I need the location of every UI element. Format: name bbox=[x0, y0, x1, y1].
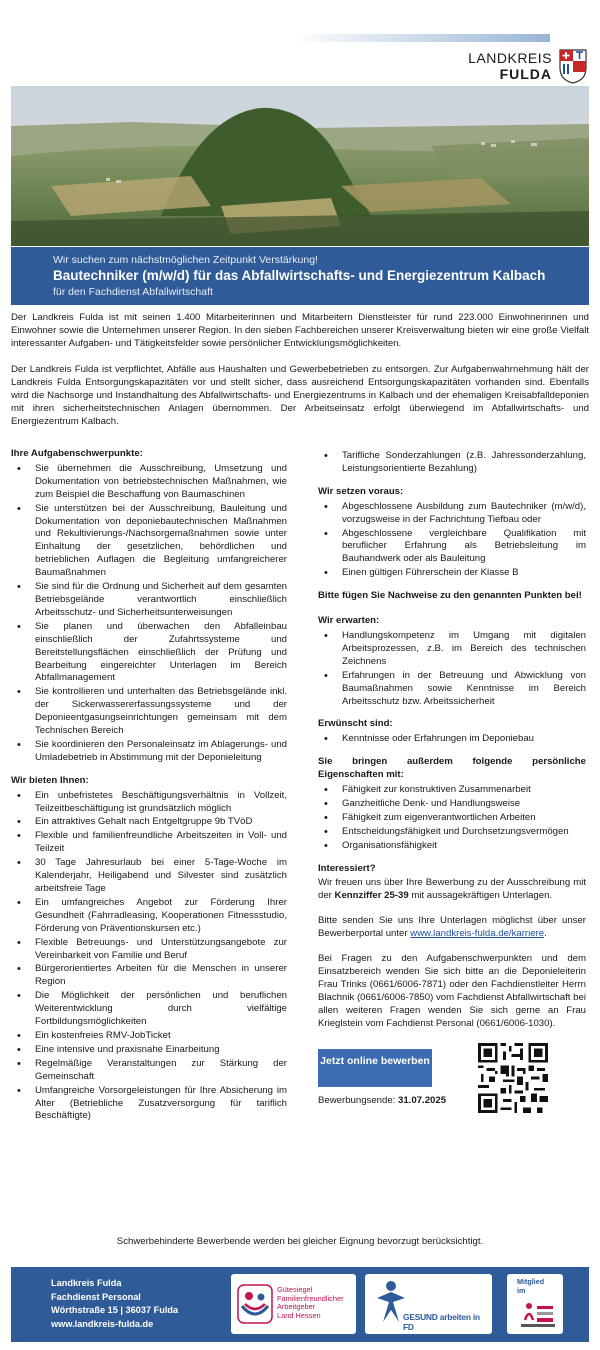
list-item: • Kenntnisse oder Erfahrungen im Deponiebau bbox=[318, 733, 586, 746]
footer bbox=[11, 1267, 589, 1342]
offer-list-continued bbox=[318, 450, 586, 476]
footer-website: www.landkreis-fulda.de bbox=[51, 1318, 154, 1329]
deadline-label: Bewerbungsende: bbox=[318, 1094, 399, 1106]
tasks-heading: Ihre Aufgabenschwerpunkte: bbox=[11, 448, 143, 459]
list-item: • Erfahrungen in der Betreuung und Abwicklung von Baumaßnahmen sowie Kenntnisse im Bereich Arbeitsschutz bzw. Arbeitssicherheit bbox=[318, 670, 586, 709]
intro-paragraph: Der Landkreis Fulda ist mit seinen 1.400 Mitarbeiterinnen und Mitarbeitern Dienstleister für rund 223.000 Einwohnerinnen und Einwohner sowie die Unternehmen unserer Region. In den sieben Fachbereichen unserer Kreisverwaltung bieten wir eine große Vielfalt interessanter Aufgaben- und Tätigkeitsfelder sowie persönlicher Entwicklungsmöglichkeiten. bbox=[11, 312, 589, 349]
list-item: • Sie planen und überwachen den Abfalleinbau einschließlich der Zufahrtssysteme und Bereitstellungsflächen einschließlich der Prüfung und Bearbeitung eingereichter Unterlagen im Bereich Abfallmanagement bbox=[11, 621, 287, 686]
desired-list bbox=[318, 733, 586, 746]
list-item: • Fähigkeit zum eigenverantwortlichen Arbeiten bbox=[318, 812, 586, 825]
list-item: • Sie unterstützen bei der Ausschreibung, Bauleitung und Dokumentation von deponiebautechnischen Maßnahmen und Rekultivierungs-/Nachsorgemaßnahmen sowie unter Einhaltung der gesetzlichen, behördlichen und betrieblichen Auflagen die Begleitung umfangreicherer Baumaßnahmen bbox=[11, 503, 287, 580]
footer-line: Fachdienst Personal bbox=[51, 1291, 141, 1302]
hero-landscape-image bbox=[11, 86, 589, 246]
list-item: • Ein attraktives Gehalt nach Entgeltgruppe 9b TVöD bbox=[11, 816, 287, 829]
portal-text bbox=[318, 915, 586, 941]
list-item: • Organisationsfähigkeit bbox=[318, 840, 586, 853]
badge-line: Familienfreundlicher bbox=[277, 1293, 344, 1303]
job-title: Bautechniker (m/w/d) für das Abfallwirtschafts- und Energiezentrum Kalbach bbox=[53, 268, 546, 283]
disability-notice: Schwerbehinderte Bewerbende werden bei gleicher Eignung bevorzugt berücksichtigt. bbox=[116, 1236, 484, 1247]
footer-line: Landkreis Fulda bbox=[51, 1278, 122, 1288]
list-item: • Ein umfangreiches Angebot zur Förderung Ihrer Gesundheit (Fahrradleasing, Kooperationen Fitnessstudio, Förderung von Präventionskursen etc.) bbox=[11, 897, 287, 936]
logo-line-1: LANDKREIS bbox=[468, 50, 552, 66]
family-network-logo-icon bbox=[521, 1300, 555, 1330]
deadline-date: 31.07.2025 bbox=[398, 1094, 447, 1106]
badge-line: Arbeitgeber bbox=[277, 1302, 316, 1312]
apply-text-pre: Wir freuen uns über Ihre Bewerbung zu der Ausschreibung mit der bbox=[318, 877, 586, 902]
family-seal-icon bbox=[237, 1284, 273, 1324]
gesund-arbeiten-badge bbox=[365, 1274, 492, 1334]
desired-heading: Erwünscht sind: bbox=[318, 718, 393, 730]
top-branding bbox=[0, 0, 600, 86]
tasks-list bbox=[11, 463, 287, 765]
family-friendly-employer-badge bbox=[231, 1274, 356, 1334]
portal-text-post: . bbox=[544, 928, 547, 940]
badge-line: im bbox=[517, 1285, 526, 1295]
coat-of-arms-icon bbox=[558, 48, 588, 84]
apply-text bbox=[318, 877, 586, 903]
intro-paragraph: Der Landkreis Fulda ist verpflichtet, Abfälle aus Haushalten und Gewerbebetrieben zu entsorgen. Zur Aufgabenwahrnehmung hält der Landkreis Fulda Entsorgungskapazitäten vor und stellt sicher, dass ausreichend Entsorgungskapazitäten vorhanden sind. Ebenfalls wird die Nachsorge und Instandhaltung des Abfallwirtschafts- und Energiezentrums in Kalbach und der ehemaligen Kreisabfalldeponien mit ihren sicherheitstechnischen Anlagen übernommen. Der Arbeitseinsatz erfolgt überwiegend im Abfallwirtschafts- und Energiezentrum Kalbach. bbox=[11, 364, 589, 427]
skills-heading: Sie bringen außerdem folgende persönliche Eigenschaften mit: bbox=[318, 756, 586, 781]
logo-line-2: FULDA bbox=[499, 66, 552, 82]
badge-text bbox=[517, 1278, 544, 1295]
right-column bbox=[318, 450, 586, 1119]
list-item: • Umfangreiche Vorsorgeleistungen für Ihre Absicherung im Alter (Betriebliche Zusatzversorgung für tariflich Beschäftigte) bbox=[11, 1085, 287, 1124]
list-item: • Regelmäßige Veranstaltungen zur Stärkung der Gemeinschaft bbox=[11, 1058, 287, 1084]
apply-heading: Interessiert? bbox=[318, 862, 376, 874]
proof-note: Bitte fügen Sie Nachweise zu den genannten Punkten bei! bbox=[318, 590, 582, 602]
list-item: • Sie koordinieren den Personaleinsatz im Ablagerungs- und Umladebetrieb in Abstimmung mit der Deponieleitung bbox=[11, 739, 287, 765]
footer-address bbox=[51, 1277, 178, 1331]
job-title-banner bbox=[11, 247, 589, 305]
offer-heading: Wir bieten Ihnen: bbox=[11, 774, 89, 786]
job-department: für den Fachdienst Abfallwirtschaft bbox=[53, 286, 213, 298]
list-item: • Flexible Betreuungs- und Unterstützungsangebote zur Vereinbarkeit von Familie und Beruf bbox=[11, 937, 287, 963]
family-network-badge bbox=[507, 1274, 563, 1334]
list-item: • Fähigkeit zur konstruktiven Zusammenarbeit bbox=[318, 784, 586, 797]
offer-list bbox=[11, 790, 287, 1124]
apply-text-post: mit aussagekräftigen Unterlagen. bbox=[408, 890, 553, 902]
requirements-heading: Wir setzen voraus: bbox=[318, 485, 404, 497]
list-item: • Sie kontrollieren und unterhalten das Betriebsgelände inkl. der Sickerwassererfassungssysteme und der Deponieentgasungseinrichtungen gemeinsam mit dem Technischen Bereich bbox=[11, 686, 287, 738]
badge-text bbox=[277, 1286, 344, 1320]
badge-line: Land Hessen bbox=[277, 1310, 321, 1320]
list-item: • Ein kostenfreies RMV-JobTicket bbox=[11, 1030, 287, 1043]
left-column bbox=[11, 448, 287, 1133]
landkreis-fulda-logo bbox=[468, 48, 588, 84]
list-item: • Entscheidungsfähigkeit und Durchsetzungsvermögen bbox=[318, 826, 586, 839]
decorative-gradient-bar bbox=[290, 34, 550, 42]
reference-number: Kennziffer 25-39 bbox=[334, 890, 409, 902]
list-item: • Tarifliche Sonderzahlungen (z.B. Jahressonderzahlung, Leistungsorientierte Bezahlung) bbox=[318, 450, 586, 476]
list-item: • Ganzheitliche Denk- und Handlungsweise bbox=[318, 798, 586, 811]
intro-text bbox=[11, 311, 589, 441]
footer-line: Wörthstraße 15 | 36037 Fulda bbox=[51, 1305, 179, 1315]
list-item: • Flexible und familienfreundliche Arbeitszeiten in Voll- und Teilzeit bbox=[11, 830, 287, 856]
badge-text: GESUND arbeiten in FD bbox=[403, 1312, 480, 1332]
list-item: • Handlungskompetenz im Umgang mit digitalen Arbeitsprozessen, z.B. im Bereich des technischen Zeichnens bbox=[318, 630, 586, 669]
career-portal-link[interactable]: www.landkreis-fulda.de/karriere bbox=[410, 928, 545, 940]
expect-heading: Wir erwarten: bbox=[318, 615, 380, 627]
list-item: • Eine intensive und praxisnahe Einarbeitung bbox=[11, 1044, 287, 1057]
list-item: • Einen gültigen Führerschein der Klasse B bbox=[318, 567, 586, 580]
list-item: • Abgeschlossene vergleichbare Qualifikation mit beruflicher Erfahrung als Betriebsleitung im Bauhandwerk oder als Bauleitung bbox=[318, 528, 586, 567]
job-kicker: Wir suchen zum nächstmöglichen Zeitpunkt Verstärkung! bbox=[53, 254, 318, 266]
list-item: • 30 Tage Jahresurlaub bei einer 5-Tage-Woche im Kalenderjahr, Heiligabend und Silvester sind zusätzlich arbeitsfreie Tage bbox=[11, 857, 287, 896]
list-item: • Ein unbefristetes Beschäftigungsverhältnis in Vollzeit, Teilzeitbeschäftigung ist grundsätzlich möglich bbox=[11, 790, 287, 816]
requirements-list bbox=[318, 501, 586, 580]
list-item: • Abgeschlossene Ausbildung zum Bautechniker (m/w/d), vorzugsweise in der Fachrichtung Tiefbau oder bbox=[318, 501, 586, 527]
list-item: • Die Möglichkeit der persönlichen und beruflichen Weiterentwicklung durch vielfältige Fortbildungsmöglichkeiten bbox=[11, 990, 287, 1029]
contact-text: Bei Fragen zu den Aufgabenschwerpunkten und dem Einsatzbereich wenden Sie sich bitte an die Deponieleiterin Frau Trinks (0661/6006-7871) oder den Fachdienstleiter Herrn Blachnik (0661/6006-7850) vom Fachdienst Abfallwirtschaft bei allen weiteren Fragen wenden Sie sich gerne an Frau Krieglstein vom Fachdienst Personal (0661/6006-1030). bbox=[318, 953, 586, 1029]
list-item: • Bürgerorientiertes Arbeiten für die Menschen in unserer Region bbox=[11, 963, 287, 989]
list-item: • Sie sind für die Ordnung und Sicherheit auf dem gesamten Betriebsgelände verantwortlich einschließlich Arbeitsschutz- und Sicherheitsunterweisungen bbox=[11, 581, 287, 620]
portal-text-pre: Bitte senden Sie uns Ihre Unterlagen möglichst über unser Bewerberportal unter bbox=[318, 915, 586, 940]
qr-code-icon[interactable] bbox=[478, 1043, 548, 1113]
apply-online-button[interactable]: Jetzt online bewerben bbox=[318, 1049, 432, 1087]
expect-list bbox=[318, 630, 586, 708]
skills-list bbox=[318, 784, 586, 853]
badge-line: Gütesiegel bbox=[277, 1285, 313, 1294]
badge-line: Mitglied bbox=[517, 1277, 545, 1286]
list-item: • Sie übernehmen die Ausschreibung, Umsetzung und Dokumentation von betriebstechnischen Maßnahmen, wie zum Beispiel die Beschaffung von Baumaschinen bbox=[11, 463, 287, 502]
